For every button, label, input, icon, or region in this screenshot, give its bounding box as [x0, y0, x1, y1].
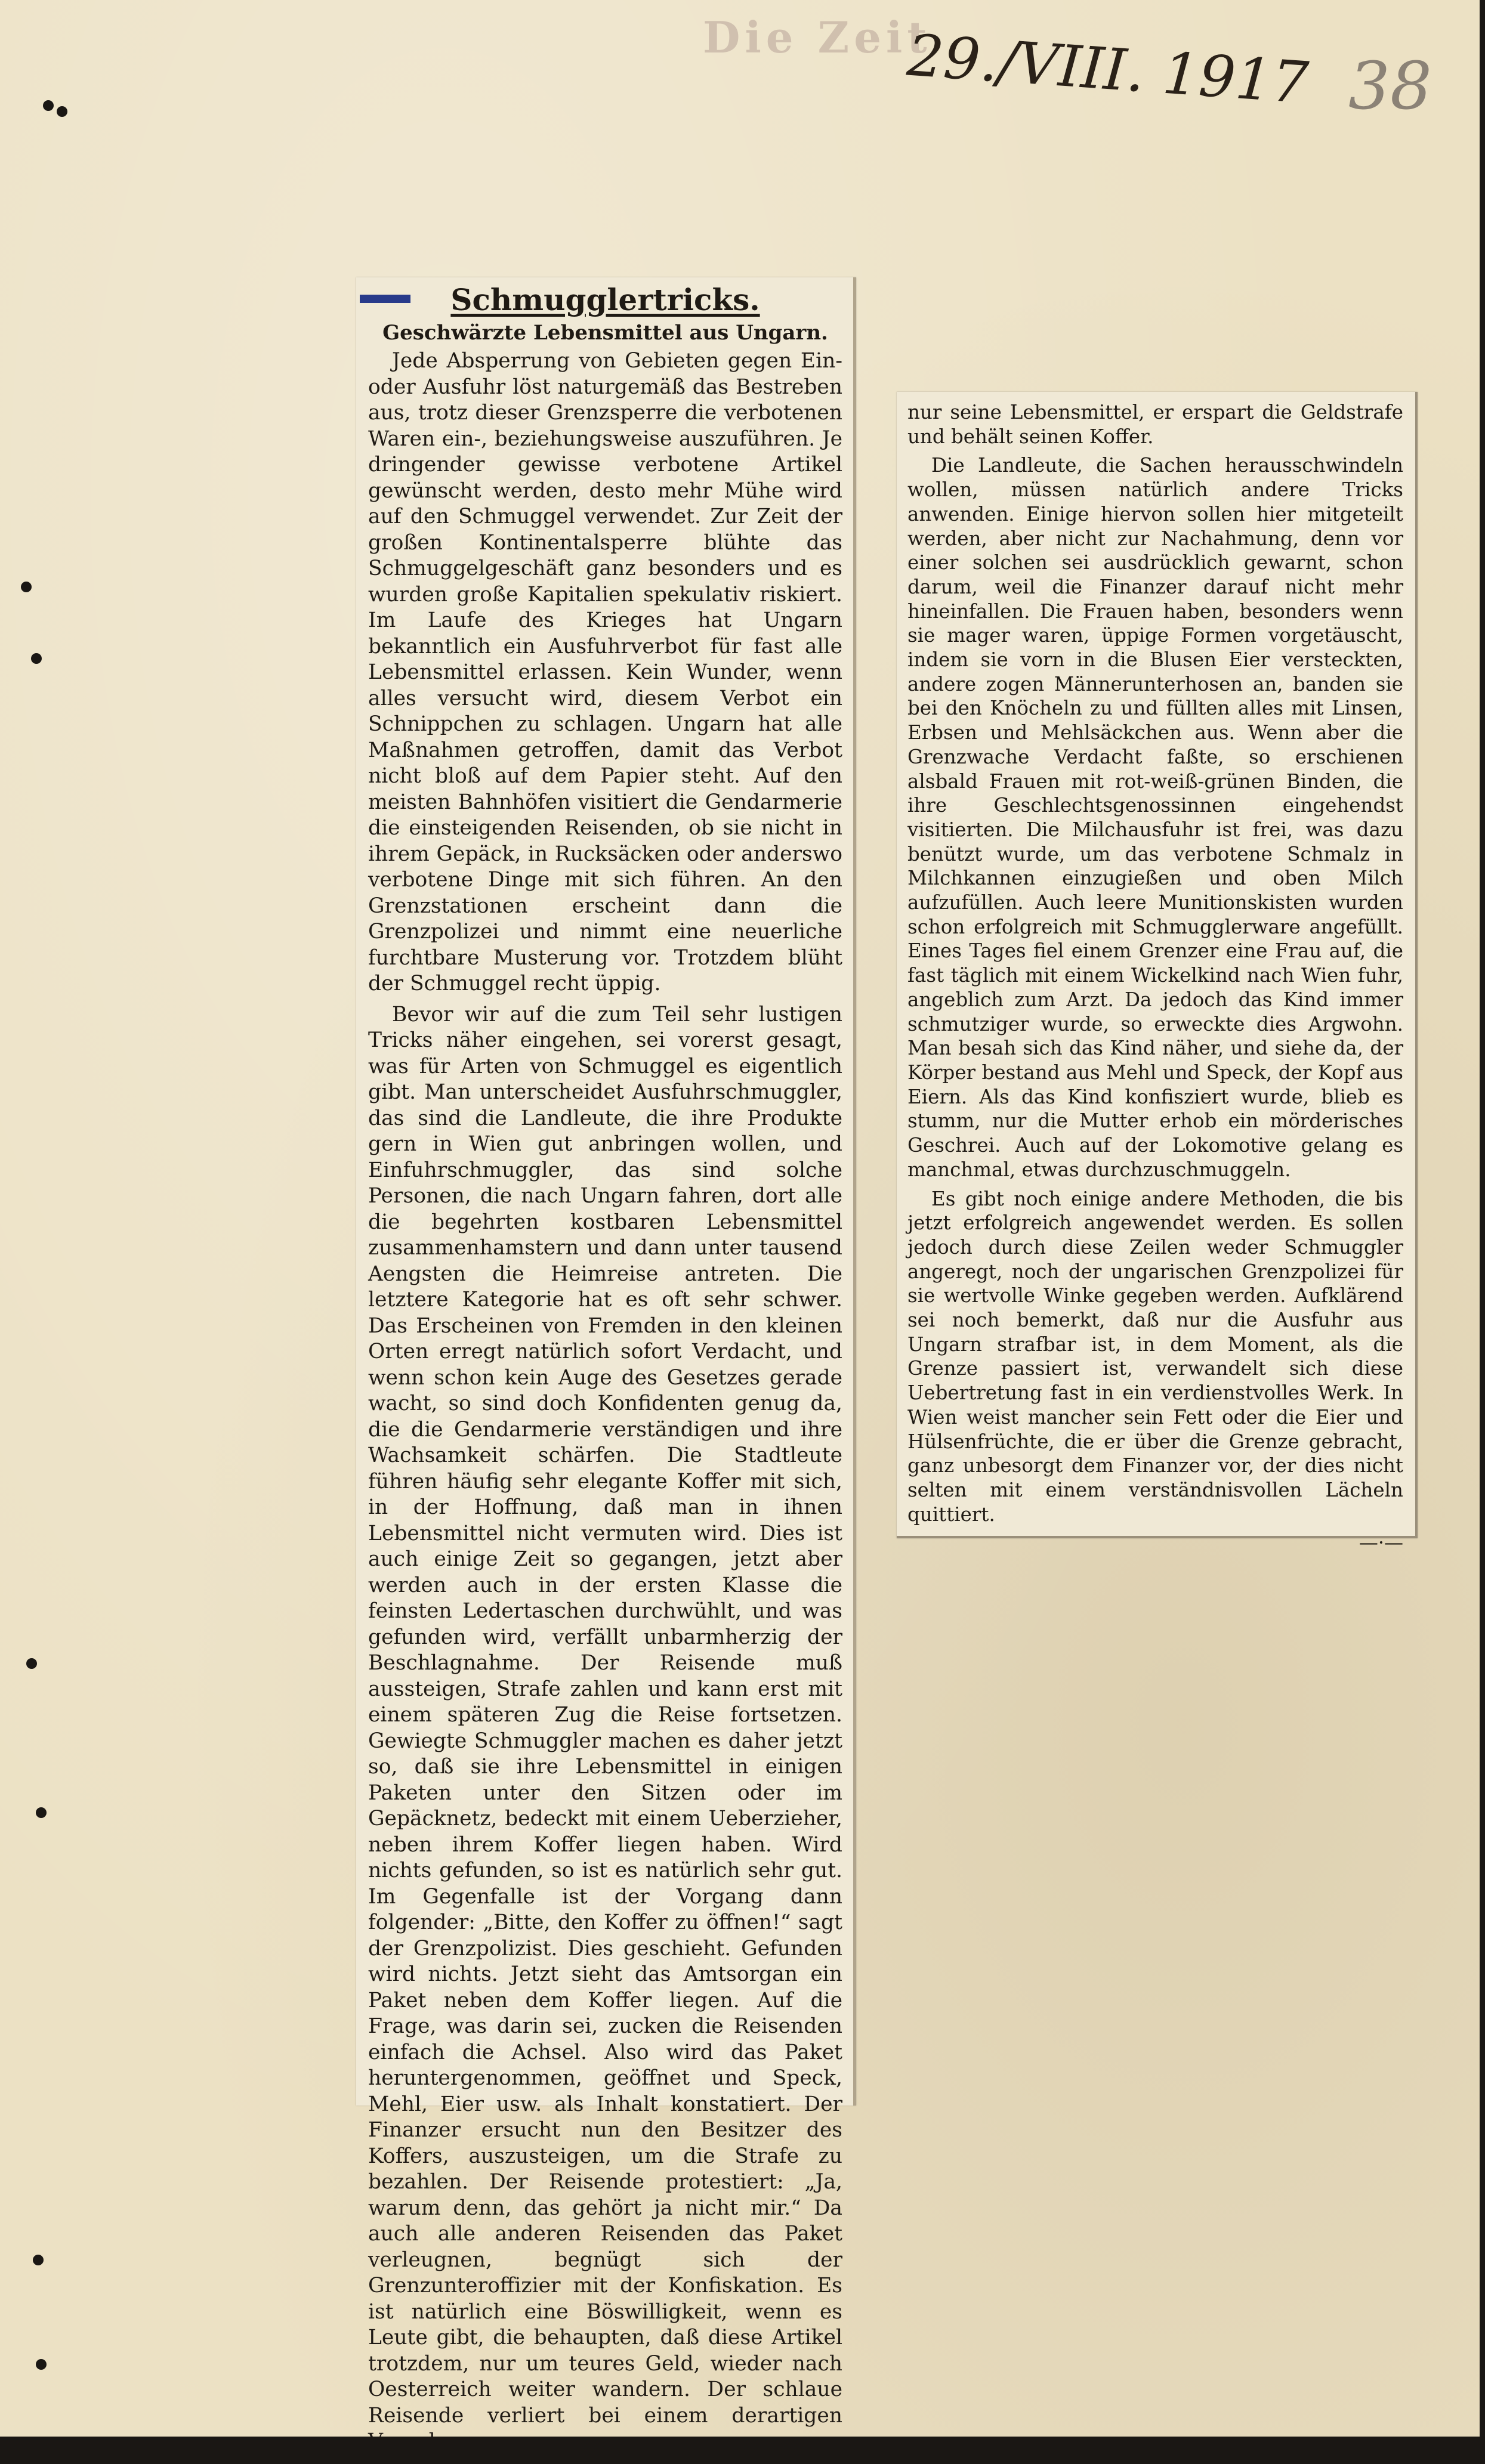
punch-hole [21, 582, 32, 592]
punch-hole [26, 1658, 37, 1669]
page-number: 38 [1348, 48, 1432, 124]
newspaper-stamp: Die Zeit [703, 12, 932, 63]
paragraph: Bevor wir auf die zum Teil sehr lustigen Tricks näher eingehen, sei vorerst gesagt, was für Arten von Schmuggel es eigentlich gibt. Man unterscheidet Ausfuhrschmuggler, das sind die Landleute, die ihre Produkte gern in Wien gut anbringen wollen, und Einfuhrschmuggler, das sind solche Personen, die nach Ungarn fahren, dort alle die begehrten kostbaren Lebensmittel zusammenhamstern und dann unter tausend Aengsten die Heimreise antreten. Die letztere Kategorie hat es oft sehr schwer. Das Erscheinen von Fremden in den kleinen Orten erregt natürlich sofort Verdacht, und wenn schon kein Auge des Gesetzes gerade wacht, so sind doch Konfidenten genug da, die die Gendarmerie verständigen und ihre Wachsamkeit schärfen. Die Stadtleute führen häufig sehr elegante Koffer mit sich, in der Hoffnung, daß man in ihnen Lebensmittel nicht vermuten wird. Dies ist auch einige Zeit so gegangen, jetzt aber werden auch in der ersten Klasse die feinsten Ledertaschen durchwühlt, und was gefunden wird, verfällt unbarmherzig der Beschlagnahme. Der Reisende muß aussteigen, Strafe zahlen und kann erst mit einem späteren Zug die Reise fortsetzen. Gewiegte Schmuggler machen es daher jetzt so, daß sie ihre Lebensmittel in einigen Paketen unter den Sitzen oder im Gepäcknetz, bedeckt mit einem Ueberzieher, neben ihrem Koffer liegen haben. Wird nichts gefunden, so ist es natürlich sehr gut. Im Gegenfalle ist der Vorgang dann folgender: „Bitte, den Koffer zu öffnen!“ sagt der Grenzpolizist. Dies geschieht. Gefunden wird nichts. Jetzt sieht das Amtsorgan ein Paket neben dem Koffer liegen. Auf die Frage, was darin sei, zucken die Reisenden einfach die Achsel. Also wird das Paket heruntergenommen, geöffnet und Speck, Mehl, Eier usw. als Inhalt konstatiert. Der Finanzer ersucht nun den Besitzer des Koffers, auszusteigen, um die Strafe zu bezahlen. Der Reisende protestiert: „Ja, warum denn, das gehört ja nicht mir.“ Da auch alle anderen Reisenden das Paket verleugnen, begnügt sich der Grenzunteroffizier mit der Konfiskation. Es ist natürlich eine Böswilligkeit, wenn es Leute gibt, die behaupten, daß diese Artikel trotzdem, nur um teures Geld, wieder nach Oesterreich weiter wandern. Der schlaue Reisende verliert bei einem derartigen [368, 1002, 842, 2428]
clipping-column-2 [897, 392, 1418, 1554]
scan-border [0, 2437, 1485, 2464]
blue-pencil-mark [360, 295, 410, 303]
punch-hole [33, 2255, 44, 2265]
article-title: Schmugglertricks. [450, 282, 760, 317]
paragraph: Die Landleute, die Sachen herausschwindeln wollen, müssen natürlich andere Tricks anwenden. Einige hiervon sollen hier mitgeteilt werden, aber nicht zur Nachahmung, denn vor einer solchen sei ausdrücklich gewarnt, schon darum, weil die Finanzer darauf nicht mehr hineinfallen. Die Frauen haben, besonders wenn sie mager waren, üppige Formen vorgetäuscht, indem sie vorn in die Blusen Eier versteckten, andere zogen Männerunterhosen an, banden sie bei den Knöcheln zu und füllten alles mit Linsen, Erbsen und Mehlsäckchen aus. Wenn aber die Grenzwache Verdacht faßte, so erschienen alsbald Frauen mit rot-weiß-grünen Binden, die ihre Geschlechtsgenossinnen eingehendst visitierten. Die Milchausfuhr ist frei, was dazu benützt wurde, um das verbotene Schmalz in Milchkannen einzugießen und oben Milch aufzufüllen. Auch leere Munitionskisten wurden schon erfolgreich mit Schmugglerware angefüllt. Eines Tages fiel einem Grenzer eine Frau auf, die fast täglich mit einem Wickelkind nach Wien fuhr, angeblich zum Arzt. Da jedoch das Kind immer schmutziger wurde, so erweckte dies Argwohn. Man besah sich das Kind näher, und siehe da, der Körper bestand aus Mehl und Speck, der Kopf aus Eiern. Als das Kind konfisziert wurde, blieb es stumm, nur die Mutter erhob ein mörderisches Geschrei. Auch auf der Lokomotive gelang es manchmal, etwas durchzuschmuggeln. [907, 454, 1403, 1181]
handwritten-date: 29./VIII. 1917 [904, 21, 1311, 117]
punch-hole [43, 100, 54, 111]
punch-hole [36, 1807, 47, 1818]
punch-hole [36, 2359, 47, 2370]
punch-hole [31, 653, 42, 664]
end-mark: —·— [1359, 1531, 1403, 1554]
clipping-column-1 [356, 277, 856, 2428]
punch-hole [57, 106, 67, 117]
article-subtitle: Geschwärzte Lebensmittel aus Ungarn. [382, 321, 828, 345]
paragraph: Es gibt noch einige andere Methoden, die bis jetzt erfolgreich angewendet werden. Es sollen jedoch durch diese Zeilen weder Schmuggler angeregt, noch der ungarischen Grenzpolizei für sie wertvolle Winke gegeben werden. Aufklärend sei noch bemerkt, daß nur die Ausfuhr aus Ungarn strafbar ist, in dem Moment, als die Grenze passiert ist, verwandelt sich diese Uebertretung fast in ein verdienstvolles Werk. In Wien weist mancher sein Fett oder die Eier und Hülsenfrüchte, die er über die Grenze gebracht, ganz unbesorgt dem Finanzer vor, der dies nicht selten mit einem verständnisvollen Lächeln quittiert. [907, 1187, 1403, 1526]
paragraph: nur seine Lebensmittel, er erspart die Geldstrafe und behält seinen Koffer. [907, 401, 1403, 448]
paragraph: Jede Absperrung von Gebieten gegen Ein- oder Ausfuhr löst naturgemäß das Bestreben aus, trotz dieser Grenzsperre die verbotenen Waren ein-, beziehungsweise auszuführen. Je dringender gewisse verbotene Artikel gewünscht werden, desto mehr Mühe wird auf den Schmuggel verwendet. Zur Zeit der großen Kontinentalsperre blühte das Schmuggelgeschäft ganz besonders und es wurden große Kapitalien spekulativ riskiert. Im Laufe des Krieges hat Ungarn bekanntlich ein Ausfuhrverbot für fast alle Lebensmittel erlassen. Kein Wunder, wenn alles versucht wird, diesem Verbot ein Schnippchen zu schlagen. Ungarn hat alle Maßnahmen getroffen, damit das Verbot nicht bloß auf dem Papier steht. Auf den meisten Bahnhöfen visitiert die Gendarmerie die einsteigenden Reisenden, ob sie nicht in ihrem Gepäck, in Rucksäcken oder anderswo verbotene Dinge mit sich führen. An den Grenzstationen erscheint dann die Grenzpolizei und nimmt eine neuerliche furchtbare Musterung vor. Trotzdem blüht der Schmuggel recht üppig. [368, 349, 842, 996]
